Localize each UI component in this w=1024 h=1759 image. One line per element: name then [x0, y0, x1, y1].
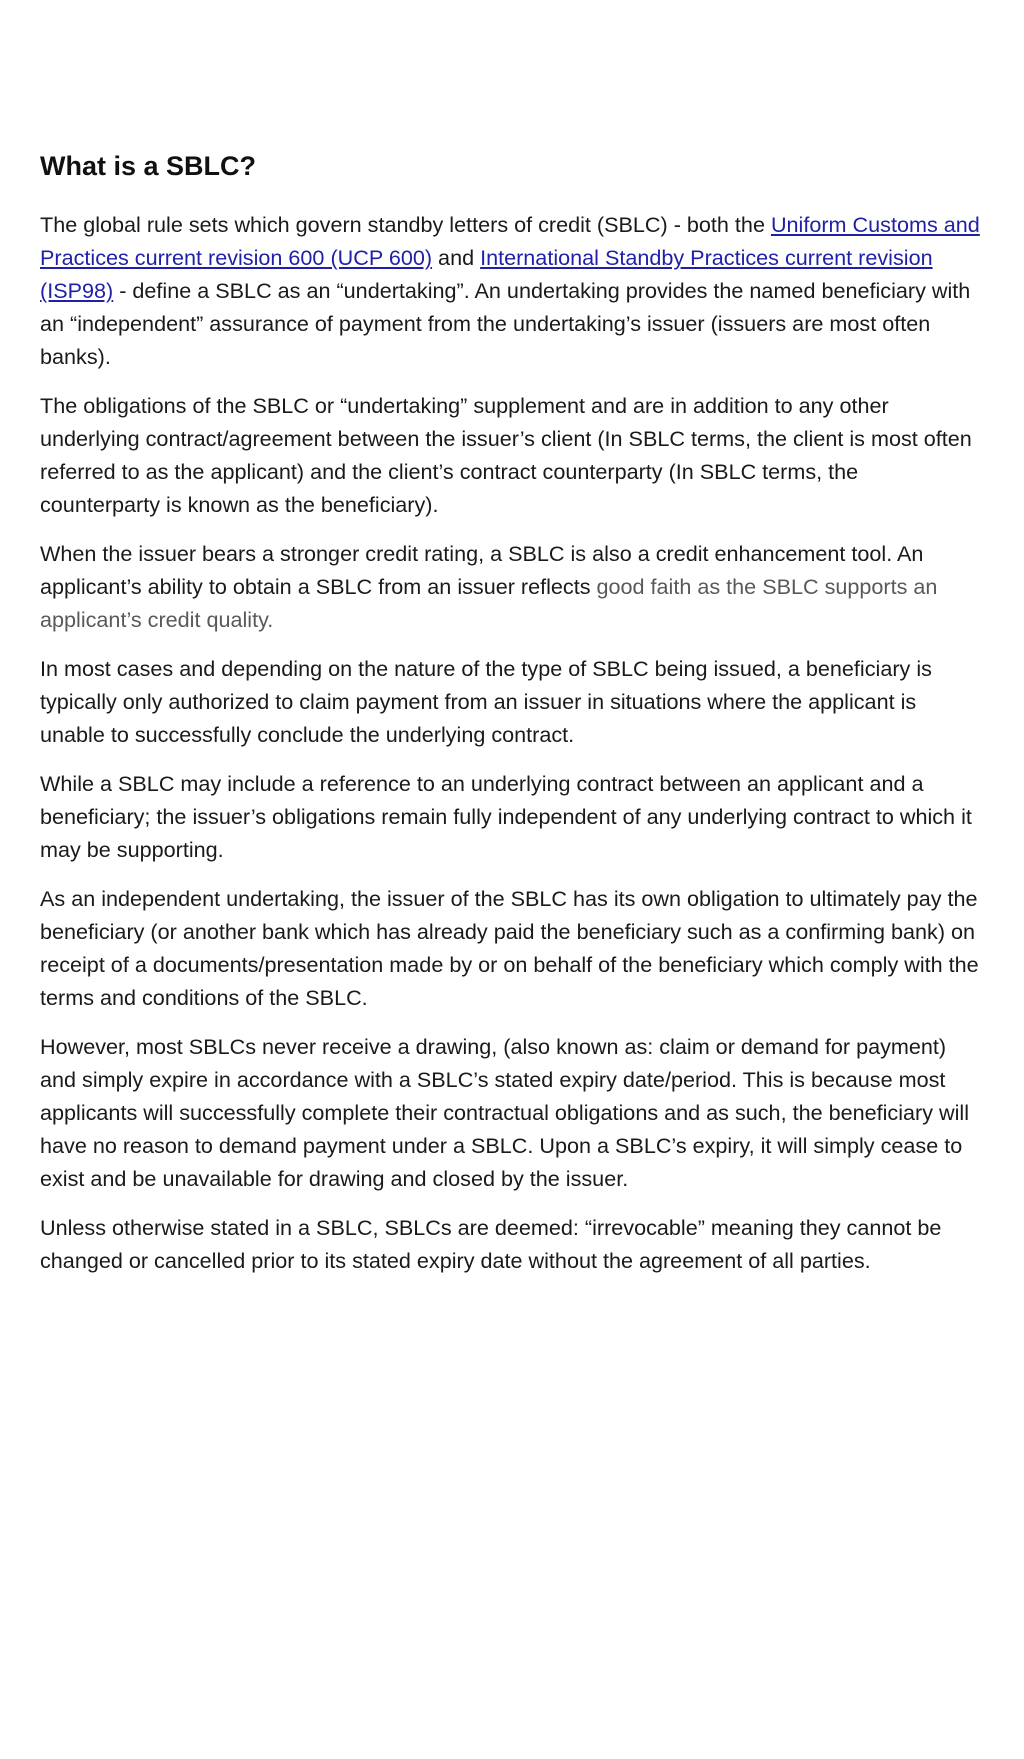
paragraph-text: When the issuer bears a stronger credit rating, a SBLC is also a credit enhancement tool. An applicant’s ability to obtain a SBLC from an issuer reflects: [40, 541, 924, 599]
paragraph-underlying-contract: While a SBLC may include a reference to an underlying contract between an applicant and a beneficiary; the issuer’s obligations remain fully independent of any underlying contract to which it may be supporting.: [40, 771, 972, 862]
isp98-link[interactable]: International Standby Practices current revision (ISP98): [40, 245, 933, 303]
paragraph-claim-payment: In most cases and depending on the nature of the type of SBLC being issued, a beneficiary is typically only authorized to claim payment from an issuer in situations where the applicant is unable to successfully conclude the underlying contract.: [40, 656, 932, 747]
paragraph-independent-undertaking: As an independent undertaking, the issuer of the SBLC has its own obligation to ultimately pay the beneficiary (or another bank which has already paid the beneficiary such as a confirming bank) on receipt of a documents/presentation made by or on behalf of the beneficiary which comply with the terms and conditions of the SBLC.: [40, 886, 979, 1010]
paragraph-muted-text: good faith as the SBLC supports an applicant’s credit quality.: [40, 574, 938, 632]
document-page: [40, 148, 984, 1293]
paragraph-definition: [40, 208, 984, 373]
paragraph-credit-enhancement: [40, 537, 984, 636]
paragraph-text: The global rule sets which govern standby letters of credit (SBLC) - both the: [40, 212, 771, 237]
paragraph-obligations: The obligations of the SBLC or “undertaking” supplement and are in addition to any other underlying contract/agreement between the issuer’s client (In SBLC terms, the client is most often referred to as the applicant) and the client’s contract counterparty (In SBLC terms, the counterparty is known as the beneficiary).: [40, 393, 972, 517]
ucp600-link[interactable]: Uniform Customs and Practices current revision 600 (UCP 600): [40, 212, 980, 270]
paragraph-irrevocable: Unless otherwise stated in a SBLC, SBLCs are deemed: “irrevocable” meaning they cannot be changed or cancelled prior to its stated expiry date without the agreement of all parties.: [40, 1215, 942, 1273]
paragraph-expiry: However, most SBLCs never receive a drawing, (also known as: claim or demand for payment) and simply expire in accordance with a SBLC’s stated expiry date/period. This is because most applicants will successfully complete their contractual obligations and as such, the beneficiary will have no reason to demand payment under a SBLC. Upon a SBLC’s expiry, it will simply cease to exist and be unavailable for drawing and closed by the issuer.: [40, 1034, 969, 1191]
page-title: What is a SBLC?: [40, 151, 257, 181]
paragraph-text: - define a SBLC as an “undertaking”. An undertaking provides the named beneficiary with an “independent” assurance of payment from the undertaking’s issuer (issuers are most often banks).: [40, 278, 971, 369]
paragraph-text: and: [432, 245, 481, 270]
